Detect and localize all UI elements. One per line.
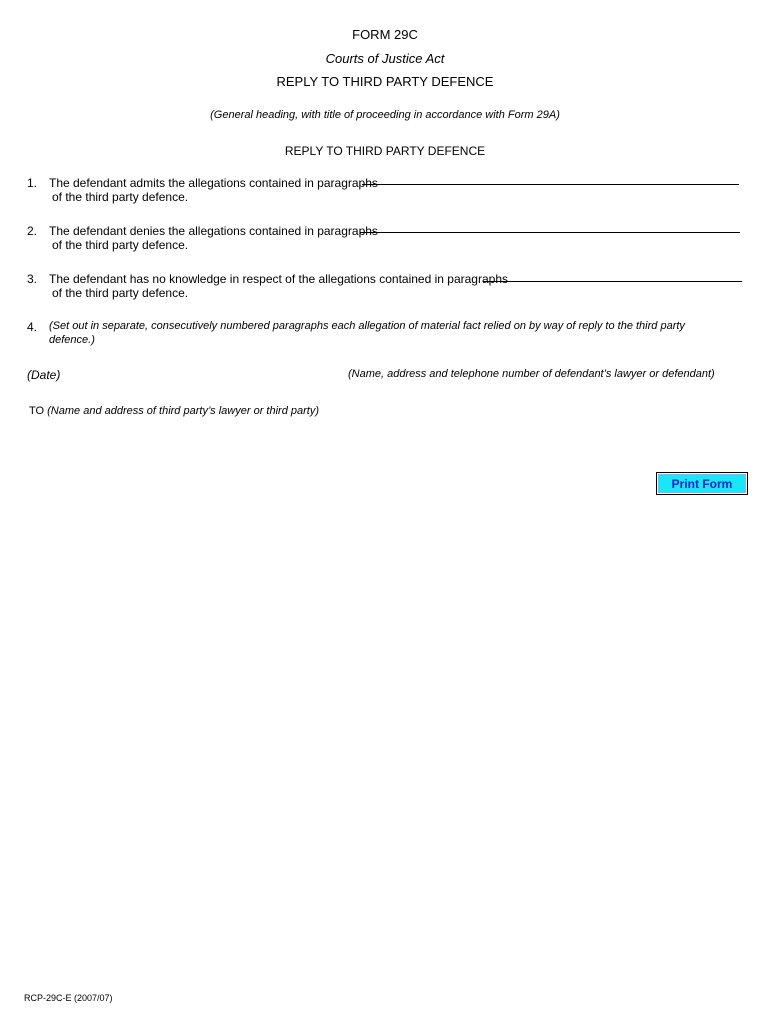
paragraph-continuation: of the third party defence. — [52, 238, 189, 252]
paragraph-number: 2. — [27, 224, 38, 238]
to-prefix: TO — [29, 405, 45, 417]
paragraph-text: The defendant admits the allegations contained in paragraphs — [49, 176, 378, 190]
paragraph-text: The defendant denies the allegations contained in paragraphs — [49, 224, 378, 238]
paragraph-instruction-line-1: (Set out in separate, consecutively numbered paragraphs each allegation of material fact relied on by way of reply to the third party — [49, 320, 685, 332]
paragraph-number: 1. — [27, 176, 38, 190]
lawyer-label: (Name, address and telephone number of defendant’s lawyer or defendant) — [348, 368, 715, 380]
footer-code: RCP-29C-E (2007/07) — [24, 993, 113, 1003]
paragraph-text: The defendant has no knowledge in respect of the allegations contained in paragraphs — [49, 272, 508, 286]
general-heading-note: (General heading, with title of proceeding in accordance with Form 29A) — [210, 109, 560, 121]
form-number: FORM 29C — [352, 27, 418, 42]
paragraph-instruction-line-2: defence.) — [49, 334, 95, 346]
paragraph-continuation: of the third party defence. — [52, 286, 189, 300]
to-label: (Name and address of third party’s lawyer or third party) — [47, 405, 319, 417]
paragraph-3-field[interactable] — [483, 281, 742, 282]
print-form-button[interactable] — [656, 472, 748, 495]
print-form-button-label: Print Form — [658, 474, 746, 493]
date-label: (Date) — [27, 368, 61, 382]
to-block — [29, 405, 319, 417]
paragraph-continuation: of the third party defence. — [52, 190, 189, 204]
paragraph-number: 3. — [27, 272, 38, 286]
paragraph-1-field[interactable] — [362, 184, 739, 185]
act-title: Courts of Justice Act — [325, 51, 445, 66]
section-title: REPLY TO THIRD PARTY DEFENCE — [284, 144, 486, 158]
paragraph-2-field[interactable] — [360, 232, 740, 233]
page-title: REPLY TO THIRD PARTY DEFENCE — [276, 74, 494, 89]
paragraph-number: 4. — [27, 320, 38, 334]
